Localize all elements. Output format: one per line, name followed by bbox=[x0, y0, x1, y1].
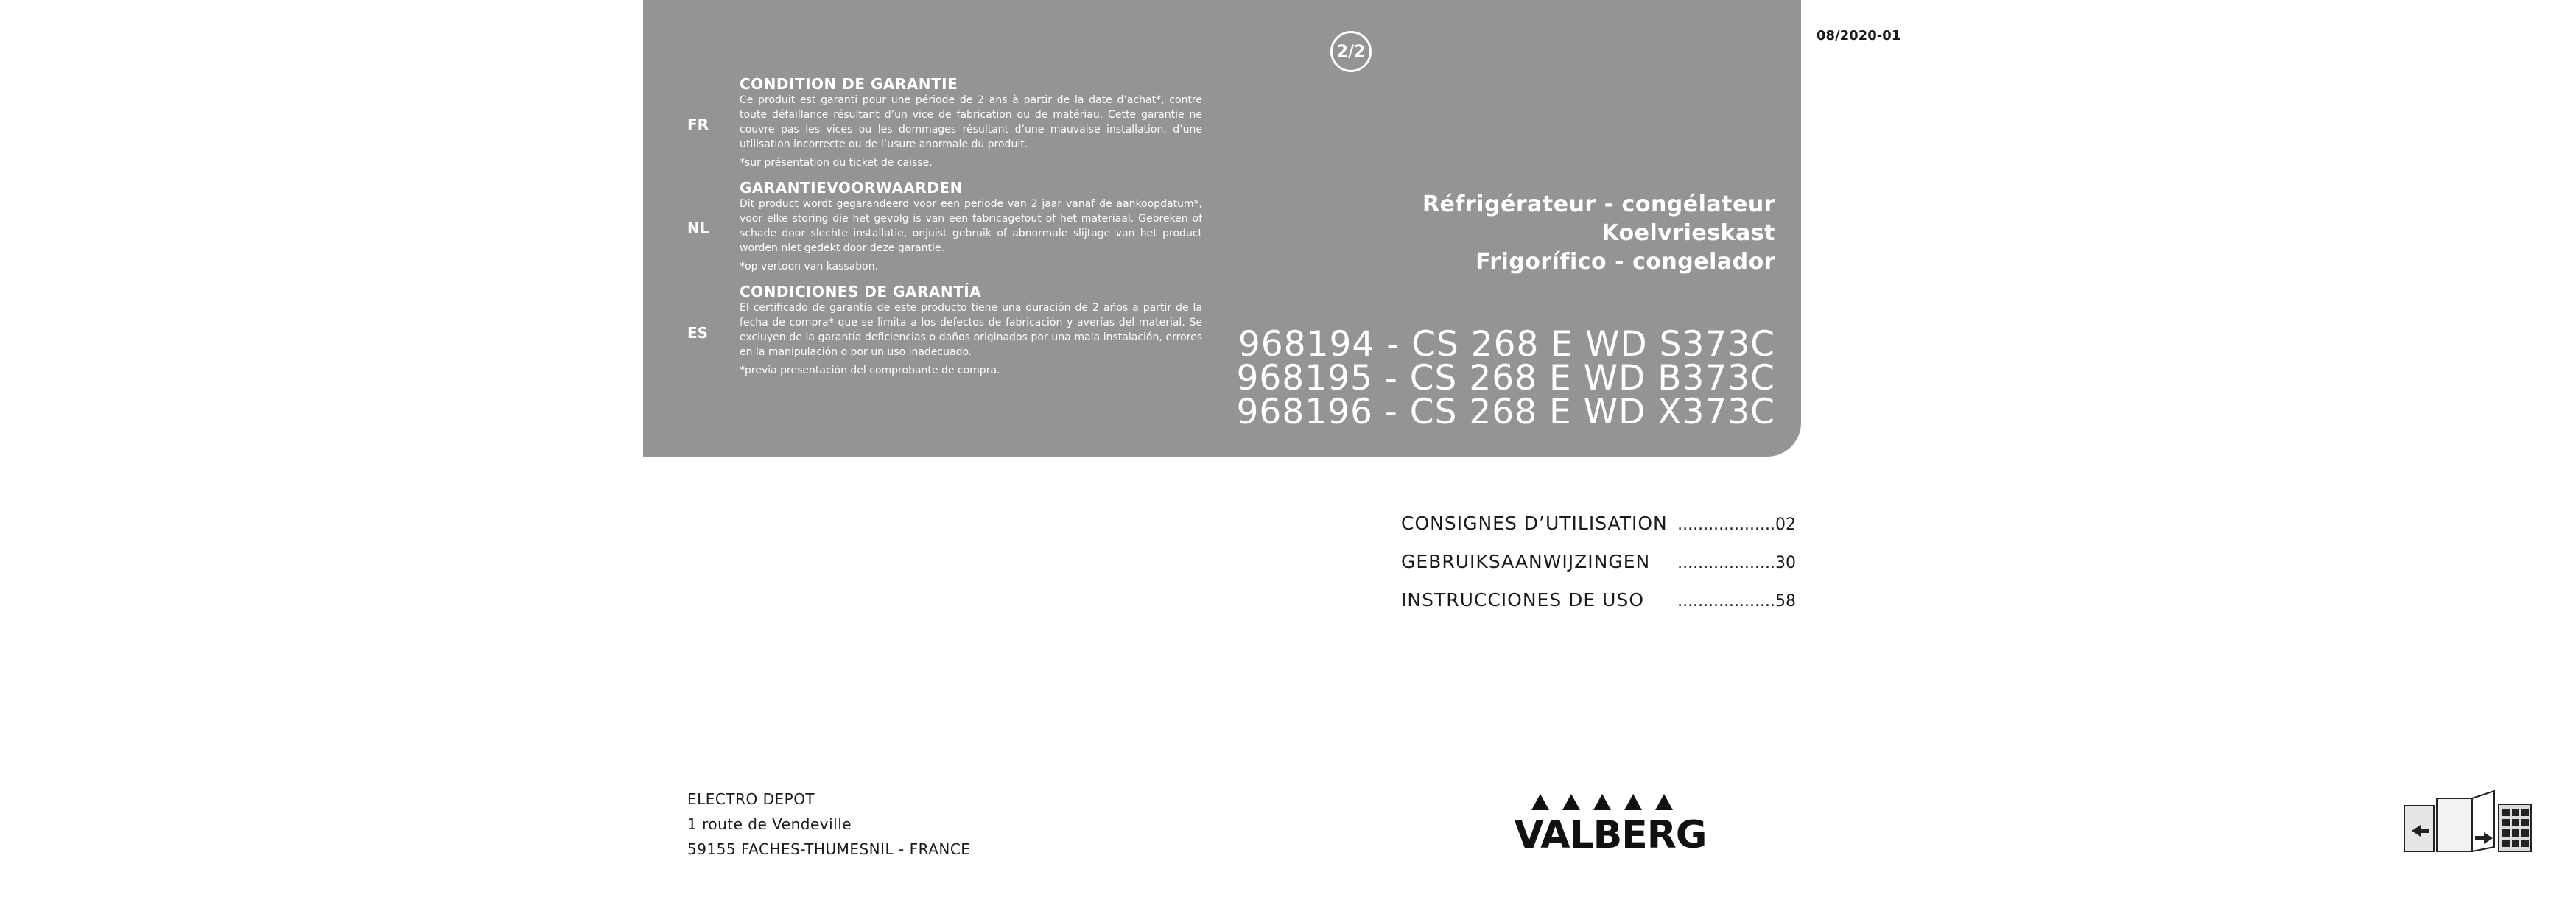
date-code: 08/2020-01 bbox=[1817, 28, 1901, 43]
address-line: 1 route de Vendeville bbox=[687, 815, 852, 833]
product-type-fr: Réfrigérateur - congélateur bbox=[1422, 191, 1775, 217]
model-number: 968194 - CS 268 E WD S373C bbox=[1238, 324, 1775, 365]
warranty-body: El certificado de garantía de este producto tiene una duración de 2 años a partir de la fecha de compra* que se limita a los defectos de fabricación y averías del material. Se excluyen de la garantía deficiencias o daños originados por una mala instalación, errores en la manipulación o por un uso inadecuado. bbox=[740, 302, 1202, 358]
product-types bbox=[1422, 190, 1775, 276]
warranty-title: CONDITION DE GARANTIE bbox=[740, 75, 958, 93]
model-number: 968195 - CS 268 E WD B373C bbox=[1236, 358, 1775, 398]
model-list bbox=[1236, 324, 1775, 432]
lang-tag-es: ES bbox=[687, 324, 709, 342]
toc-label: INSTRUCCIONES DE USO bbox=[1401, 589, 1644, 611]
address-line: ELECTRO DEPOT bbox=[687, 790, 815, 808]
brand-name: VALBERG bbox=[1514, 813, 1707, 857]
warranty-title: CONDICIONES DE GARANTÍA bbox=[740, 283, 982, 300]
warranty-body: Ce produit est garanti pour une période de 2 ans à partir de la date d’achat*, contre toute défaillance résultant d’un vice de fabrication ou de matériau. Cette garantie ne couvre pas les vices ou les dommages résultant d’une mauvaise installation, d’une utilisation incorrecte ou de l’usure anormale du produit. bbox=[740, 94, 1202, 150]
table-of-contents bbox=[1401, 513, 1796, 628]
warranty-fr bbox=[740, 75, 1202, 170]
toc-entry-fr[interactable] bbox=[1401, 513, 1796, 551]
logo-triangles-icon bbox=[1518, 794, 1702, 810]
toc-entry-nl[interactable] bbox=[1401, 551, 1796, 589]
address-line: 59155 FACHES-THUMESNIL - FRANCE bbox=[687, 840, 971, 858]
warranty-note: *op vertoon van kassabon. bbox=[740, 261, 879, 273]
warranty-nl bbox=[740, 179, 1202, 274]
toc-entry-es[interactable] bbox=[1401, 589, 1796, 628]
warranty-es bbox=[740, 283, 1202, 378]
valberg-logo bbox=[1514, 794, 1707, 857]
page-indicator: 2/2 bbox=[1330, 31, 1372, 72]
lang-tag-fr: FR bbox=[687, 116, 709, 133]
toc-page: ...................30 bbox=[1677, 554, 1796, 572]
toc-page: ...................58 bbox=[1677, 592, 1796, 611]
warranty-note: *sur présentation du ticket de caisse. bbox=[740, 157, 933, 169]
lang-tag-nl: NL bbox=[687, 219, 709, 237]
model-number: 968196 - CS 268 E WD X373C bbox=[1236, 392, 1775, 432]
warranty-body: Dit product wordt gegarandeerd voor een periode van 2 jaar vanaf de aankoopdatum*, voor elke storing die het gevolg is van een fabricagefout of het materiaal. Gebreken of schade door slechte installatie, onjuist gebruik of abnormale slijtage van het product worden niet gedekt door deze garantie. bbox=[740, 198, 1202, 254]
company-address bbox=[687, 787, 970, 862]
toc-label: GEBRUIKSAANWIJZINGEN bbox=[1401, 551, 1651, 572]
toc-page: ...................02 bbox=[1677, 516, 1796, 534]
product-type-es: Frigorífico - congelador bbox=[1475, 249, 1775, 275]
warranty-note: *previa presentación del comprobante de compra. bbox=[740, 365, 1000, 376]
toc-label: CONSIGNES D’UTILISATION bbox=[1401, 513, 1668, 534]
warranty-title: GARANTIEVOORWAARDEN bbox=[740, 179, 963, 197]
product-type-nl: Koelvrieskast bbox=[1601, 220, 1775, 246]
fridge-door-reversal-icon bbox=[2401, 785, 2534, 859]
